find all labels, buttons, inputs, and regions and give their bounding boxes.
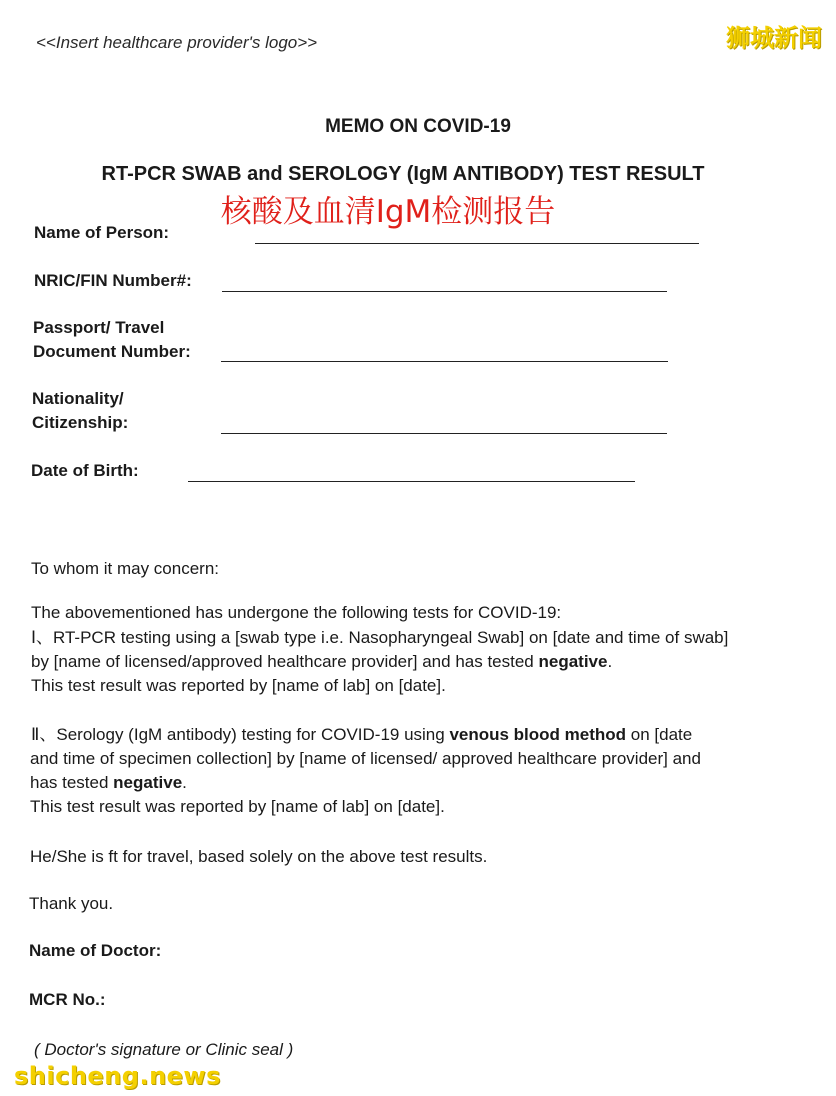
serology-line-2: and time of specimen collection] by [name of licensed/ approved healthcare provider] and <box>30 749 701 768</box>
passport-line <box>221 361 668 362</box>
nationality-label <box>32 387 128 435</box>
serology-negative: negative <box>113 773 183 792</box>
name-of-doctor-label: Name of Doctor: <box>29 941 162 960</box>
venous-blood-method: venous blood method <box>449 725 627 744</box>
rtpcr-line-1: Ⅰ、RT-PCR testing using a [swab type i.e. Nasopharyngeal Swab] on [date and time of swab] <box>31 628 729 647</box>
nationality-label-line2: Citizenship: <box>32 413 129 432</box>
passport-label-line1: Passport/ Travel <box>33 318 165 337</box>
fit-for-travel: He/She is ft for travel, based solely on the above test results. <box>30 847 488 866</box>
serology-line-1-text: Ⅱ、Serology (IgM antibody) testing for COVID-19 using <box>31 725 450 744</box>
rtpcr-line-2-end: . <box>607 652 613 671</box>
name-of-person-label: Name of Person: <box>34 223 170 242</box>
nationality-label-line1: Nationality/ <box>32 389 124 408</box>
chinese-title: 核酸及血清IgM检测报告 <box>220 194 556 230</box>
intro-line: The abovementioned has undergone the following tests for COVID-19: <box>31 603 562 622</box>
passport-label-line2: Document Number: <box>33 342 191 361</box>
logo-placeholder: <<Insert healthcare provider's logo>> <box>36 33 318 52</box>
serology-line-3-end: . <box>182 773 187 792</box>
watermark-bottom: shicheng.news <box>14 1062 221 1090</box>
rtpcr-line-3: This test result was reported by [name of lab] on [date]. <box>31 676 446 695</box>
signature-note: ( Doctor's signature or Clinic seal ) <box>34 1040 294 1059</box>
serology-line-1 <box>31 723 692 746</box>
serology-line-3-text: has tested <box>30 773 114 792</box>
serology-line-1-end: on [date <box>626 725 693 744</box>
nric-fin-label: NRIC/FIN Number#: <box>34 271 192 290</box>
nationality-line <box>221 433 667 434</box>
mcr-number-label: MCR No.: <box>29 990 106 1009</box>
greeting: To whom it may concern: <box>31 559 220 578</box>
nric-fin-line <box>222 291 667 292</box>
date-of-birth-line <box>188 481 635 482</box>
serology-line-3 <box>30 771 187 794</box>
passport-label <box>33 316 191 364</box>
rtpcr-line-2 <box>31 650 612 673</box>
rtpcr-negative: negative <box>538 652 608 671</box>
serology-line-4: This test result was reported by [name of lab] on [date]. <box>30 797 445 816</box>
watermark-top: 狮城新闻 <box>726 24 822 52</box>
thank-you: Thank you. <box>29 894 114 913</box>
name-of-person-line <box>255 243 699 244</box>
test-result-title: RT-PCR SWAB and SEROLOGY (IgM ANTIBODY) TEST RESULT <box>101 163 705 185</box>
memo-title: MEMO ON COVID-19 <box>325 116 511 137</box>
rtpcr-line-2-text: by [name of licensed/approved healthcare provider] and has tested <box>31 652 539 671</box>
date-of-birth-label: Date of Birth: <box>31 461 139 480</box>
